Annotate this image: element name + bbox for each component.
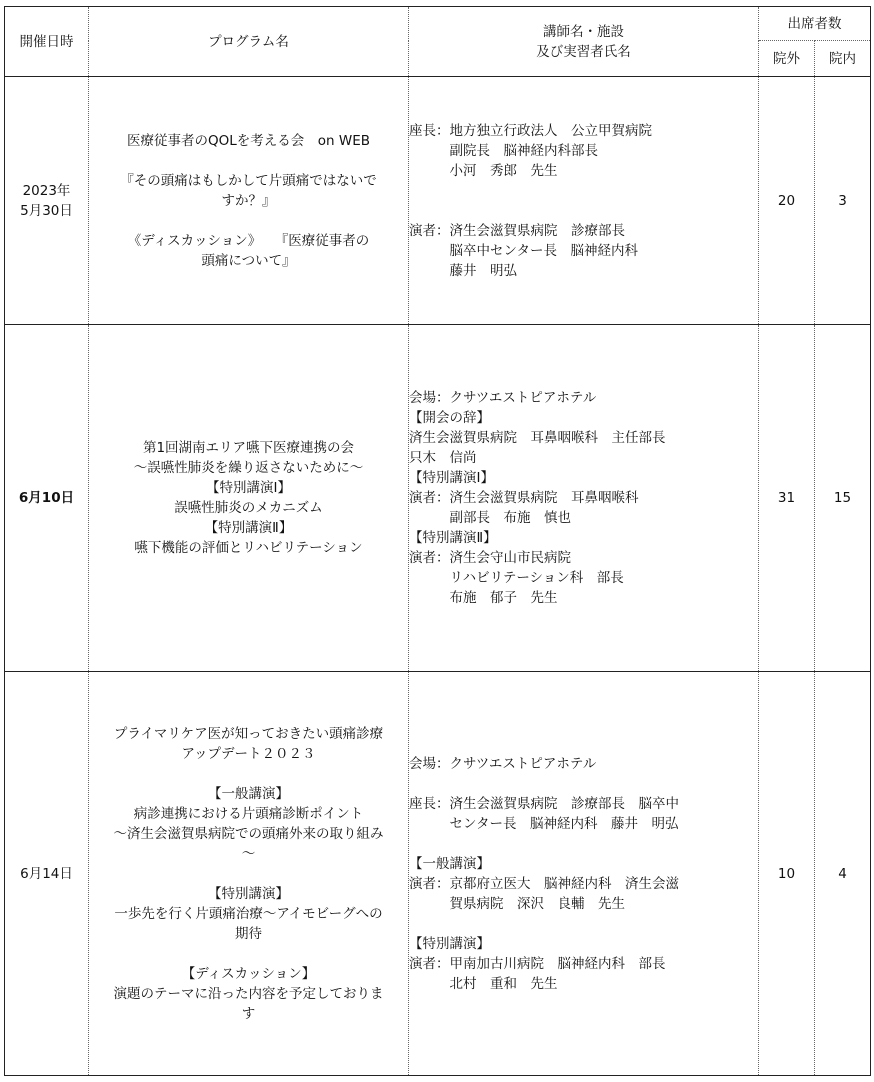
program-line <box>89 211 408 231</box>
program-line: アップデート２０２３ <box>181 745 316 762</box>
header-program: プログラム名 <box>89 7 409 77</box>
program-line: ～ <box>241 845 256 862</box>
program-line: 嚥下機能の評価とリハビリテーション <box>134 540 363 556</box>
lecturer-line: 【特別講演Ⅱ】 <box>409 530 497 546</box>
header-inside: 院内 <box>815 41 871 77</box>
header-lecturer-line2: 及び実習者氏名 <box>536 43 631 60</box>
lecturer-line: 副院長 脳神経内科部長 <box>409 142 598 159</box>
program-line: すか？』 <box>221 192 276 209</box>
lecturer-line: 演者：済生会滋賀県病院 耳鼻咽喉科 <box>409 490 639 506</box>
lecturer-line: 賀県病院 深沢 良輔 先生 <box>409 895 625 912</box>
lecturer-line: 演者：甲南加古川病院 脳神経内科 部長 <box>409 955 666 972</box>
program-line <box>89 944 408 964</box>
program-cell <box>89 672 409 1076</box>
header-date: 開催日時 <box>5 7 89 77</box>
program-line: 【特別講演】 <box>208 885 289 902</box>
lecturer-cell <box>409 672 759 1076</box>
lecturer-line: 座長：済生会滋賀県病院 診療部長 脳卒中 <box>409 795 679 812</box>
lecturer-line: センター長 脳神経内科 藤井 明弘 <box>409 815 679 832</box>
program-line: 《ディスカッション》 『医療従事者の <box>127 232 370 249</box>
program-line: 演題のテーマに沿った内容を予定しておりま <box>113 985 384 1002</box>
header-attendance: 出席者数 <box>759 7 871 41</box>
program-cell <box>89 325 409 672</box>
lecturer-line: 只木 信尚 <box>409 450 477 466</box>
lecturer-line: 演者：京都府立医大 脳神経内科 済生会滋 <box>409 875 679 892</box>
lecturer-line <box>409 774 758 794</box>
lecturer-line <box>409 181 758 201</box>
lecturer-line: 演者：済生会滋賀県病院 診療部長 <box>409 222 625 239</box>
lecturer-line: 北村 重和 先生 <box>409 975 558 992</box>
table-row <box>5 325 871 672</box>
table-row <box>5 77 871 325</box>
date-cell <box>5 672 89 1076</box>
lecturer-line: 【開会の辞】 <box>409 410 490 426</box>
program-line <box>89 764 408 784</box>
lecturer-line <box>409 834 758 854</box>
lecturer-line: 座長：地方独立行政法人 公立甲賀病院 <box>409 122 652 139</box>
lecturer-line: 済生会滋賀県病院 耳鼻咽喉科 主任部長 <box>409 430 666 446</box>
program-line <box>89 151 408 171</box>
program-line: 【特別講演Ⅱ】 <box>204 520 293 536</box>
inside-count: 4 <box>838 865 847 882</box>
program-line: 頭痛について』 <box>201 252 296 269</box>
program-line <box>89 864 408 884</box>
program-line: ～済生会滋賀県病院での頭痛外来の取り組み <box>113 825 384 842</box>
program-line: 誤嚥性肺炎のメカニズム <box>174 500 323 516</box>
program-line: 医療従事者のQOLを考える会 on WEB <box>126 132 371 149</box>
lecturer-line: 会場：クサツエストピアホテル <box>409 390 597 406</box>
program-line: プライマリケア医が知っておきたい頭痛診療 <box>113 725 384 742</box>
lecturer-line: 小河 秀郎 先生 <box>409 162 558 179</box>
inside-count: 3 <box>815 77 871 325</box>
outside-count: 31 <box>759 325 815 672</box>
program-line: 【ディスカッション】 <box>181 965 316 982</box>
header-row <box>5 7 871 41</box>
program-line: 【特別講演Ⅰ】 <box>206 480 291 496</box>
date-cell <box>5 325 89 672</box>
lecturer-line: 藤井 明弘 <box>409 262 517 279</box>
program-line: ～誤嚥性肺炎を繰り返さないために～ <box>133 460 364 476</box>
program-line: 『その頭痛はもしかして片頭痛ではないで <box>120 172 377 189</box>
outside-count: 10 <box>759 672 815 1076</box>
lecturer-line: 演者：済生会守山市民病院 <box>409 550 571 566</box>
program-line: 【一般講演】 <box>208 785 289 802</box>
date-line: 6月10日 <box>18 490 75 506</box>
lecturer-line: 脳卒中センター長 脳神経内科 <box>409 242 638 259</box>
header-lecturer <box>409 7 759 77</box>
lecturer-cell <box>409 325 759 672</box>
program-line: 期待 <box>235 925 262 942</box>
lecturer-line: 【特別講演Ⅰ】 <box>409 470 494 486</box>
lecturer-line: 布施 郁子 先生 <box>409 590 558 606</box>
inside-count: 15 <box>815 325 871 672</box>
program-line: す <box>241 1005 256 1022</box>
header-outside: 院外 <box>759 41 815 77</box>
lecturer-line <box>409 201 758 221</box>
lecturer-line <box>409 914 758 934</box>
program-line: 第1回湖南エリア嚥下医療連携の会 <box>142 440 355 456</box>
outside-count: 20 <box>759 77 815 325</box>
date-cell <box>5 77 89 325</box>
lecturer-line: 【特別講演】 <box>409 935 490 952</box>
table-row <box>5 672 871 1076</box>
date-line: 6月14日 <box>20 865 73 882</box>
lecturer-line: 【一般講演】 <box>409 855 490 872</box>
lecturer-line: リハビリテーション科 部長 <box>409 570 624 586</box>
lecturer-line: 副部長 布施 慎也 <box>409 510 571 526</box>
date-line: 5月30日 <box>20 202 73 219</box>
lecturer-cell <box>409 77 759 325</box>
program-line: 一歩先を行く片頭痛治療～アイモビーグへの <box>114 905 383 922</box>
attendance-table <box>4 6 871 1076</box>
header-lecturer-line1: 講師名・施設 <box>543 23 624 40</box>
lecturer-line: 会場：クサツエストピアホテル <box>409 755 597 772</box>
program-line: 病診連携における片頭痛診断ポイント <box>133 805 364 822</box>
date-line: 2023年 <box>22 182 71 199</box>
program-cell <box>89 77 409 325</box>
